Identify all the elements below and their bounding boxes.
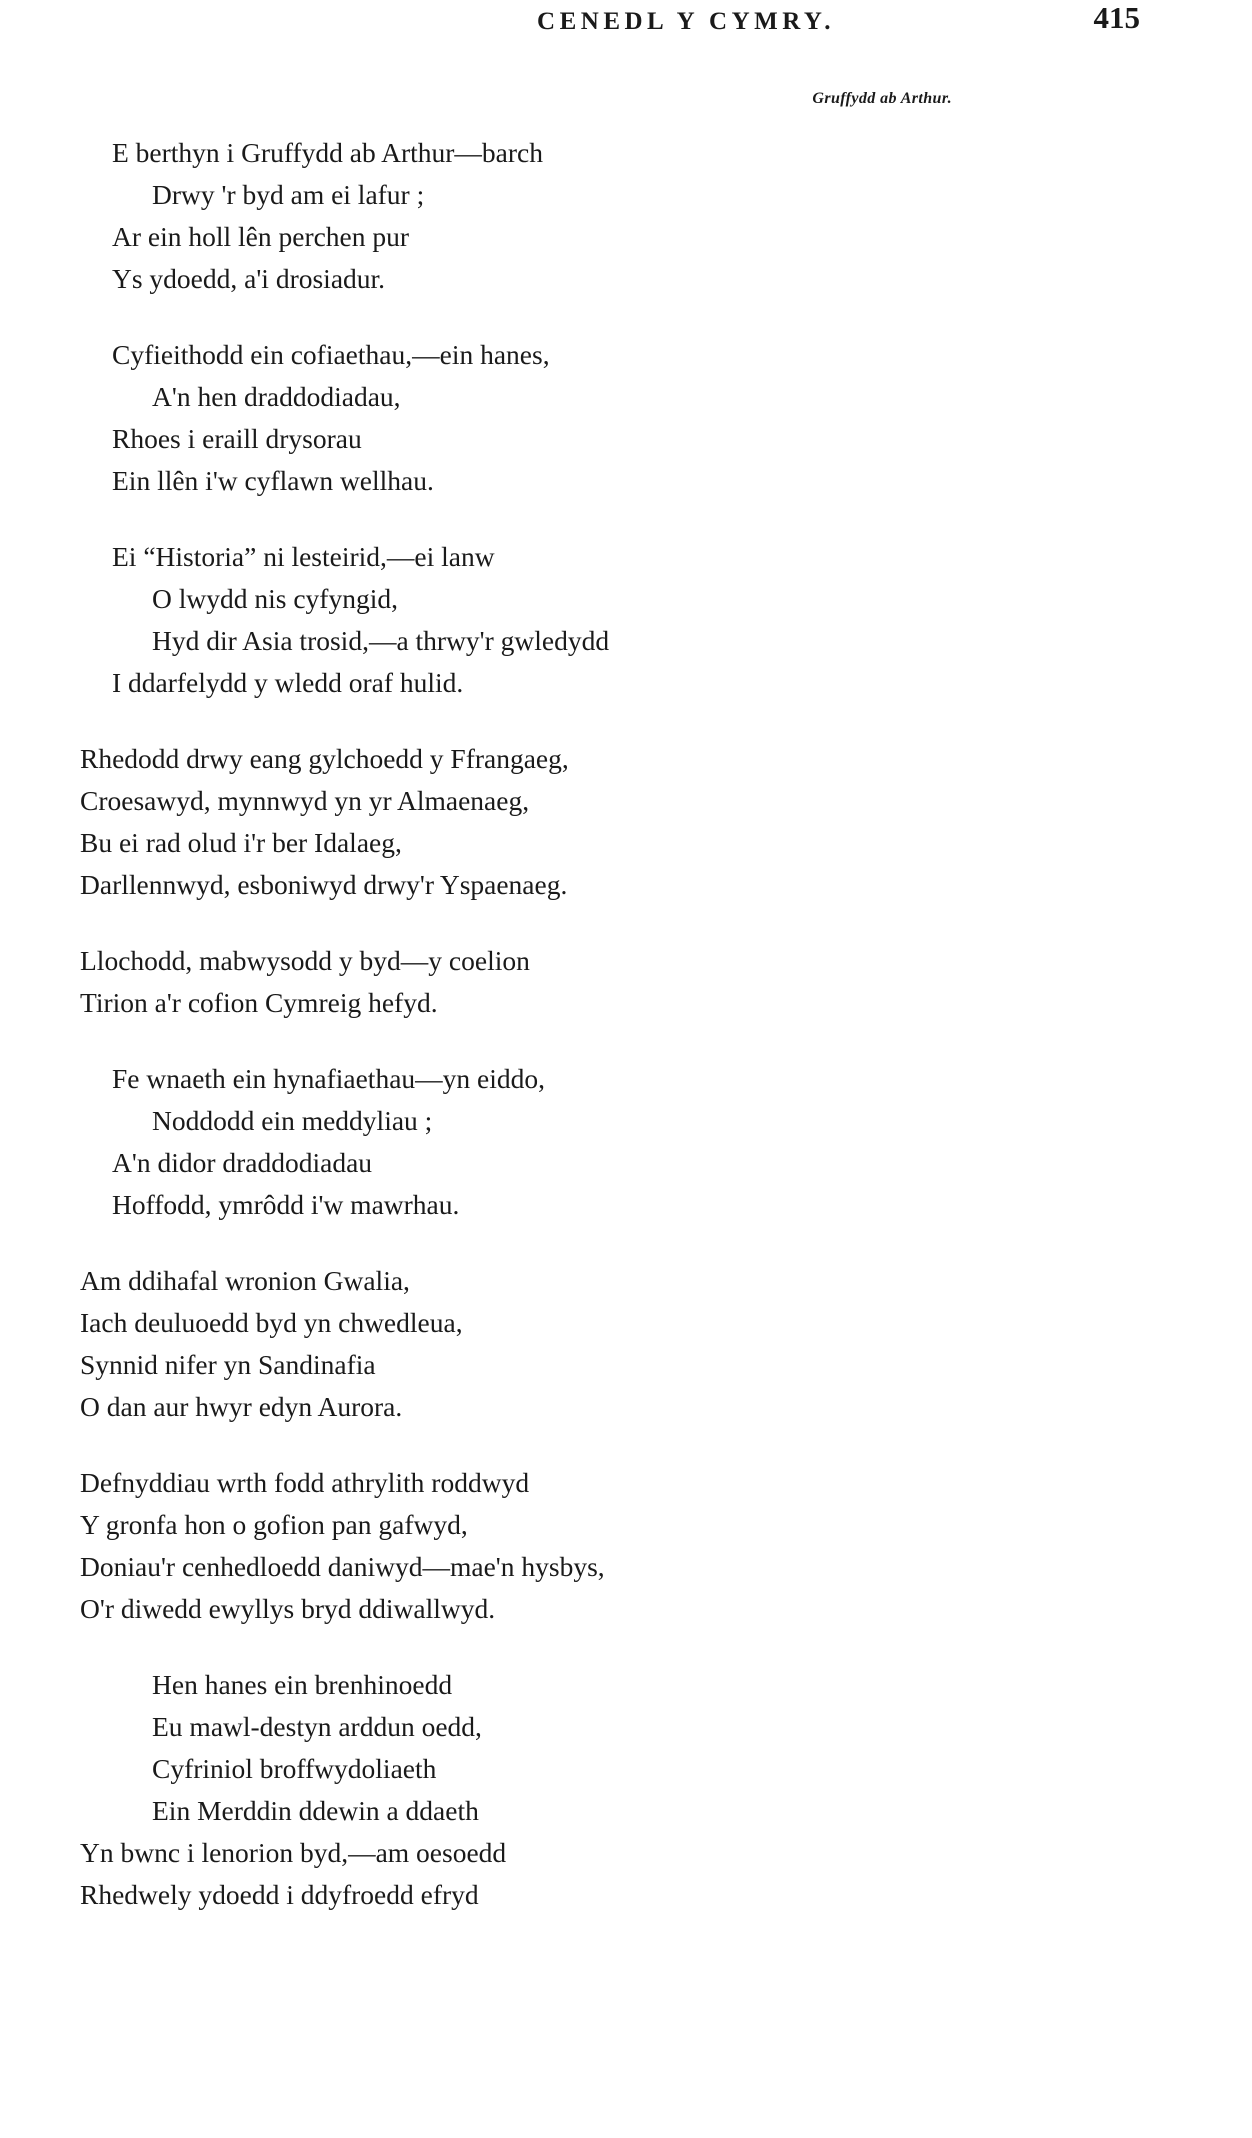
poem-body xyxy=(0,132,1252,1950)
poem-line: Ar ein holl lên perchen pur xyxy=(112,221,410,252)
poem-stanza xyxy=(0,738,1252,906)
poem-line: Cyfieithodd ein cofiaethau,—ein hanes, xyxy=(112,339,550,370)
poem-line: A'n didor draddodiadau xyxy=(112,1147,373,1178)
poem-line: Hyd dir Asia trosid,—a thrwy'r gwledydd xyxy=(152,625,610,656)
running-title: CENEDL Y CYMRY. xyxy=(537,8,835,35)
poem-stanza xyxy=(0,334,1252,502)
poem-line: Rhedwely ydoedd i ddyfroedd efryd xyxy=(80,1879,479,1910)
poem-stanza xyxy=(0,1462,1252,1630)
poem-line: Llochodd, mabwysodd y byd—y coelion xyxy=(80,945,530,976)
poem-line: Ys ydoedd, a'i drosiadur. xyxy=(112,263,386,294)
page-number: 415 xyxy=(1093,0,1140,35)
poem-line: Yn bwnc i lenorion byd,—am oesoedd xyxy=(80,1837,507,1868)
poem-stanza xyxy=(0,940,1252,1024)
poem-line: Ein llên i'w cyflawn wellhau. xyxy=(112,465,434,496)
poem-line: Doniau'r cenhedloedd daniwyd—mae'n hysbys, xyxy=(80,1551,605,1582)
poem-line: Ei “Historia” ni lesteirid,—ei lanw xyxy=(112,541,495,572)
poem-stanza xyxy=(0,1058,1252,1226)
poem-line: I ddarfelydd y wledd oraf hulid. xyxy=(112,667,464,698)
poem-line: Defnyddiau wrth fodd athrylith roddwyd xyxy=(80,1467,530,1498)
poem-line: Hen hanes ein brenhinoedd xyxy=(152,1669,453,1700)
poem-line: Am ddihafal wronion Gwalia, xyxy=(80,1265,410,1296)
poem-line: Y gronfa hon o gofion pan gafwyd, xyxy=(80,1509,468,1540)
poem-stanza xyxy=(0,132,1252,300)
poem-line: O lwydd nis cyfyngid, xyxy=(152,583,398,614)
poem-line: Darllennwyd, esboniwyd drwy'r Yspaenaeg. xyxy=(80,869,568,900)
poem-line: O dan aur hwyr edyn Aurora. xyxy=(80,1391,403,1422)
page-header xyxy=(0,0,1252,62)
poem-line: Rhedodd drwy eang gylchoedd y Ffrangaeg, xyxy=(80,743,569,774)
poem-line: Hoffodd, ymrôdd i'w mawrhau. xyxy=(112,1189,460,1220)
poem-line: Rhoes i eraill drysorau xyxy=(112,423,362,454)
poem-line: Croesawyd, mynnwyd yn yr Almaenaeg, xyxy=(80,785,530,816)
poem-stanza xyxy=(0,1664,1252,1916)
poem-line: E berthyn i Gruffydd ab Arthur—barch xyxy=(112,137,543,168)
poem-line: Noddodd ein meddyliau ; xyxy=(152,1105,433,1136)
poem-line: Cyfriniol broffwydoliaeth xyxy=(152,1753,437,1784)
poem-stanza xyxy=(0,1260,1252,1428)
poem-line: O'r diwedd ewyllys bryd ddiwallwyd. xyxy=(80,1593,496,1624)
poem-line: Eu mawl-destyn arddun oedd, xyxy=(152,1711,482,1742)
poem-line: Iach deuluoedd byd yn chwedleua, xyxy=(80,1307,463,1338)
poem-line: A'n hen draddodiadau, xyxy=(152,381,401,412)
poem-line: Drwy 'r byd am ei lafur ; xyxy=(152,179,425,210)
poem-line: Bu ei rad olud i'r ber Idalaeg, xyxy=(80,827,402,858)
poem-line: Fe wnaeth ein hynafiaethau—yn eiddo, xyxy=(112,1063,545,1094)
poem-line: Synnid nifer yn Sandinafia xyxy=(80,1349,376,1380)
poem-line: Tirion a'r cofion Cymreig hefyd. xyxy=(80,987,438,1018)
marginal-note: Gruffydd ab Arthur. xyxy=(812,90,952,107)
poem-line: Ein Merddin ddewin a ddaeth xyxy=(152,1795,479,1826)
poem-stanza xyxy=(0,536,1252,704)
